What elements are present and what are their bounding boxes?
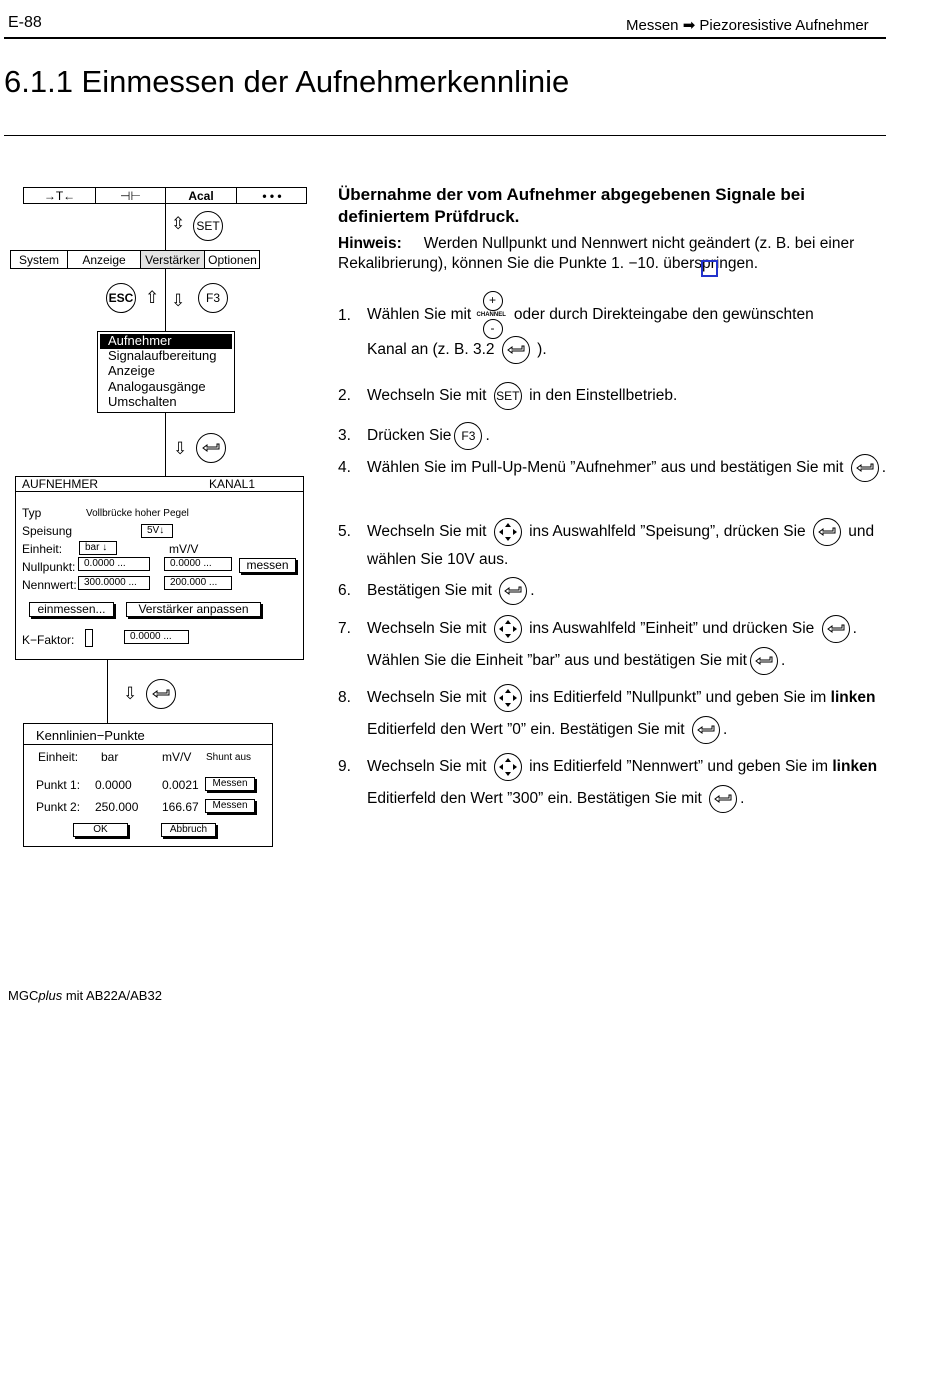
step-text-bold: linken [832,758,878,775]
step-text: ins Editierfeld ”Nennwert” und geben Sie im [529,758,829,775]
step-text: ins Auswahlfeld ”Einheit” und drücken Sie [529,620,815,637]
step-text: . [722,721,728,738]
step-text: Wählen Sie im Pull-Up-Menü ”Aufnehmer” aus und bestätigen Sie mit [367,459,844,477]
tab-anzeige[interactable]: Anzeige [68,251,141,268]
step-number: 5. [338,523,351,540]
arrow-keys-icon [494,753,522,781]
punkt2-bar: 250.000 [95,800,139,814]
enter-key-icon [196,433,226,463]
step-6 [338,576,898,606]
step-number: 1. [338,307,351,324]
step-text: ins Editierfeld ”Nullpunkt” und geben Sie im [529,689,827,706]
section-heading: Übernahme der vom Aufnehmer abgegebenen Signale bei definiertem Prüfdruck. [338,185,805,226]
step-text: . [881,459,887,477]
kennlinien-title-rule [24,744,272,745]
esc-key-icon: ESC [106,283,136,313]
step-text: . [530,582,535,599]
kfaktor-label: K−Faktor: [22,633,75,647]
step-3 [338,421,898,451]
f3-key-icon: F3 [454,422,482,450]
einheit-select[interactable]: bar ↓ [79,541,117,555]
header-rule [4,37,886,39]
hint-paragraph [338,234,898,274]
step-text: oder durch Direkteingabe den gewünschten [513,306,814,324]
dialog-channel: KANAL1 [209,477,256,491]
step-text: ins Auswahlfeld ”Speisung”, drücken Sie [529,523,806,541]
tab-bar [10,250,260,269]
aufnehmer-dialog [15,476,304,660]
punkt2-label: Punkt 2: [36,800,81,814]
down-arrow-icon: ⇩ [171,291,186,310]
step-2 [338,381,898,411]
up-arrow-icon: ⇧ [145,288,160,307]
connector-line [107,660,108,723]
step-number: 4. [338,459,351,476]
tab-optionen[interactable]: Optionen [208,252,257,267]
step-text: Editierfeld den Wert ”300” ein. Bestätigen Sie mit [367,790,702,807]
down-arrow-icon: ⇩ [123,684,138,703]
shunt-status: Shunt aus [206,752,252,763]
enter-key-icon [822,615,850,643]
page-number: E-88 [8,14,42,31]
step-number: 7. [338,620,351,637]
step-text: Wechseln Sie mit [367,620,487,637]
nullpunkt-right-field[interactable]: 0.0000 ... [164,557,232,571]
step-number: 3. [338,427,351,444]
step-number: 9. [338,758,351,775]
hint-text: Werden Nullpunkt und Nennwert nicht geändert (z. B. bei einer Rekalibrierung), können Sie die Punkte 1. −10. überspringen. [338,235,855,272]
step-text: . [780,652,786,669]
annotation-marker [701,260,718,277]
typ-value: Vollbrücke hoher Pegel [86,508,189,519]
punkt1-bar: 0.0000 [95,778,132,792]
step-text: Wechseln Sie mit [367,523,487,541]
set-key-icon: SET [494,382,522,410]
nennwert-right-field[interactable]: 200.000 ... [164,576,232,590]
step-text: und wählen Sie 10V aus. [367,523,875,568]
typ-label: Typ [22,506,42,520]
toolbar-zero-button[interactable]: →T← [24,188,96,203]
menu-item-umschalten[interactable]: Umschalten [108,394,177,409]
enter-key-icon [813,518,841,546]
einheit-label: Einheit: [22,542,63,556]
kennlinien-dialog [23,723,273,847]
ok-button[interactable]: OK [73,823,128,837]
step-text-bold: linken [830,689,876,706]
hint-label: Hinweis: [338,235,402,252]
dialog-title-rule [16,491,303,492]
arrow-keys-icon [494,518,522,546]
speisung-select[interactable]: 5V↓ [141,524,173,538]
punkt2-mvv: 166.67 [162,800,199,814]
dialog-title: AUFNEHMER [22,477,99,491]
menu-item-signalaufbereitung[interactable]: Signalaufbereitung [108,348,217,363]
connector-line [165,204,166,250]
toolbar [23,187,307,204]
enter-key-icon [750,647,778,675]
kfaktor-checkbox[interactable] [85,629,93,647]
enter-key-icon [502,336,530,364]
step-text: Wechseln Sie mit [367,387,487,404]
step-text: Wechseln Sie mit [367,689,487,706]
enter-key-icon [692,716,720,744]
title-rule [4,135,886,136]
punkt2-messen-button[interactable]: Messen [205,799,255,813]
pullup-menu [97,331,235,413]
speisung-label: Speisung [22,524,73,538]
menu-item-analogausgaenge[interactable]: Analogausgänge [108,379,206,394]
enter-key-icon [709,785,737,813]
step-text: Drücken Sie [367,427,452,444]
step-1 [338,291,898,365]
step-text: Bestätigen Sie mit [367,582,492,599]
step-text: Wählen Sie mit [367,306,472,324]
kfaktor-field[interactable]: 0.0000 ... [124,630,189,644]
step-9 [338,751,898,815]
step-text: . [485,427,490,444]
nennwert-label: Nennwert: [22,578,77,592]
step-text: Wechseln Sie mit [367,758,487,775]
kennlinien-unit-bar: bar [101,750,119,764]
verstaerker-anpassen-button[interactable]: Verstärker anpassen [126,602,261,617]
messen-button[interactable]: messen [239,558,296,573]
nullpunkt-left-field[interactable]: 0.0000 ... [78,557,150,571]
footer [8,988,162,1003]
step-5 [338,518,898,573]
enter-key-icon [851,454,879,482]
step-text: ). [537,341,547,359]
step-4 [338,454,898,482]
kennlinien-unit-mvv: mV/V [162,750,192,764]
toolbar-tare-button[interactable]: ⊣⊢ [96,188,166,203]
toolbar-acal-button[interactable]: Acal [166,188,237,203]
abbruch-button[interactable]: Abbruch [161,823,216,837]
step-text: . [740,790,745,807]
punkt1-messen-button[interactable]: Messen [205,777,255,791]
footer-italic: plus [38,988,63,1003]
arrow-keys-icon [494,684,522,712]
step-text: Editierfeld den Wert ”0” ein. Bestätigen Sie mit [367,721,685,738]
step-text: . Wählen Sie die Einheit ”bar” aus und bestätigen Sie mit [367,620,857,669]
step-text: Kanal an (z. B. 3.2 [367,341,495,359]
enter-key-icon [499,577,527,605]
up-down-arrow-icon: ⇳ [171,214,186,233]
kennlinien-title: Kennlinien−Punkte [36,728,145,743]
f3-key-icon: F3 [198,283,228,313]
tab-system[interactable]: System [11,251,68,268]
einmessen-button[interactable]: einmessen... [29,602,114,617]
footer-suffix: mit AB22A/AB32 [62,988,162,1003]
tab-verstaerker[interactable]: Verstärker [141,251,205,268]
menu-item-aufnehmer[interactable]: Aufnehmer [108,333,172,348]
kennlinien-einheit-label: Einheit: [38,750,79,764]
page-title: 6.1.1 Einmessen der Aufnehmerkennlinie [4,64,570,99]
enter-key-icon [146,679,176,709]
step-number: 2. [338,387,351,404]
set-key-icon: SET [193,211,223,241]
step-7 [338,613,898,677]
arrow-keys-icon [494,615,522,643]
step-8 [338,682,898,746]
connector-line [165,413,166,476]
step-number: 6. [338,582,351,599]
menu-item-anzeige[interactable]: Anzeige [108,363,155,378]
footer-prefix: MGC [8,988,39,1003]
channel-key-icon: + CHANNEL - [479,291,507,339]
connector-line [165,269,166,331]
punkt1-mvv: 0.0021 [162,778,199,792]
toolbar-more-button[interactable]: • • • [262,188,282,203]
punkt1-label: Punkt 1: [36,778,81,792]
nullpunkt-label: Nullpunkt: [22,560,76,574]
nennwert-left-field[interactable]: 300.0000 ... [78,576,150,590]
step-number: 8. [338,689,351,706]
down-arrow-icon: ⇩ [173,439,188,458]
unit-mvv: mV/V [169,542,199,556]
step-text: in den Einstellbetrieb. [529,387,678,404]
section-path: Messen ➡ Piezoresistive Aufnehmer [626,17,869,34]
